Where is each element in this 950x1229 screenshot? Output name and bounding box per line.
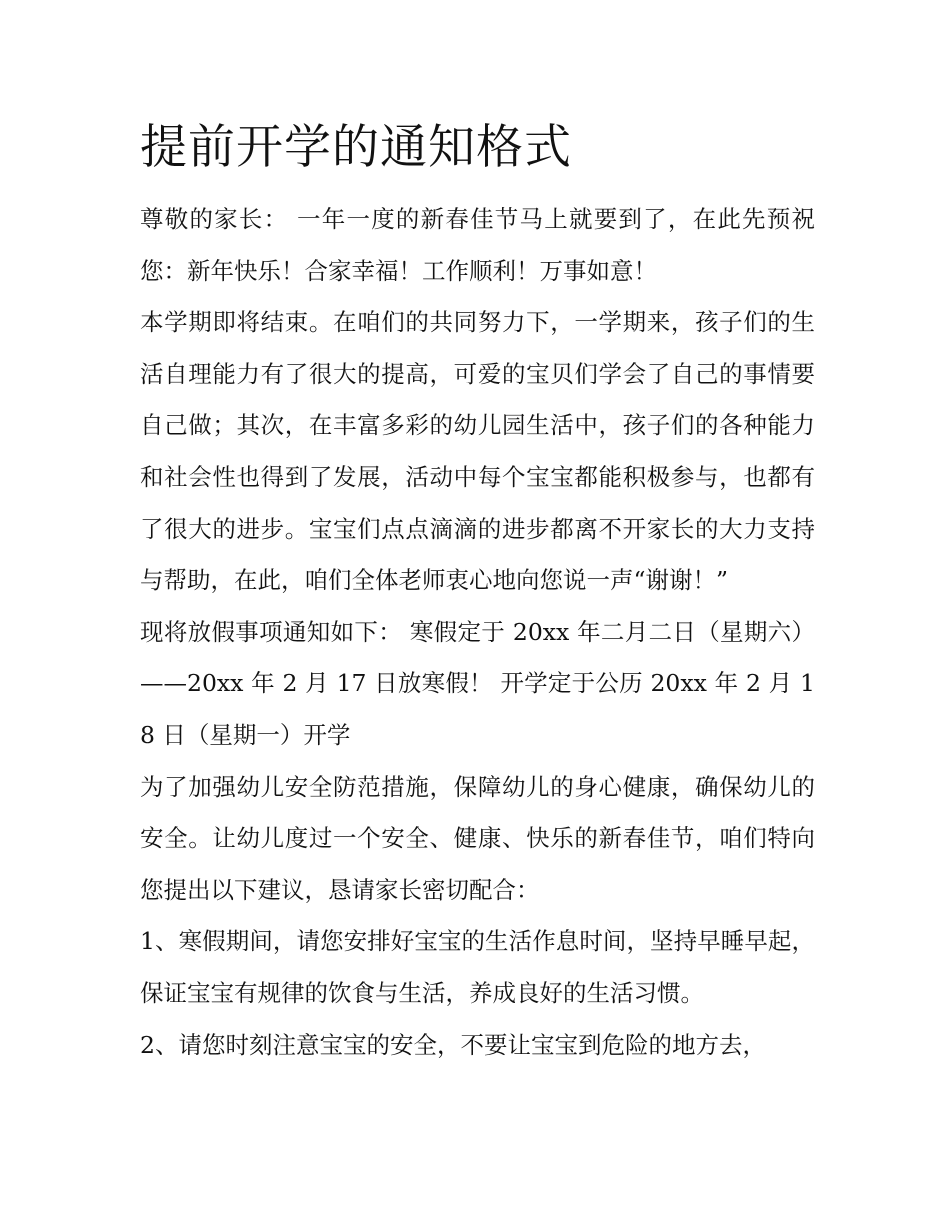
paragraph-suggestion-1: 1、寒假期间，请您安排好宝宝的生活作息时间，坚持早睡早起，保证宝宝有规律的饮食与生活，养成良好的生活习惯。	[140, 927, 815, 1007]
paragraph-suggestion-2: 2、请您时刻注意宝宝的安全，不要让宝宝到危险的地方去，	[140, 1030, 766, 1059]
paragraph-safety-intro: 为了加强幼儿安全防范措施，保障幼儿的身心健康，确保幼儿的安全。让幼儿度过一个安全、健康、快乐的新春佳节，咱们特向您提出以下建议，恳请家长密切配合：	[140, 772, 815, 904]
paragraph-semester-summary: 本学期即将结束。在咱们的共同努力下，一学期来，孩子们的生活自理能力有了很大的提高，可爱的宝贝们学会了自己的事情要自己做；其次，在丰富多彩的幼儿园生活中，孩子们的各种能力和社会性也得到了发展，活动中每个宝宝都能积极参与，也都有了很大的进步。宝宝们点点滴滴的进步都离不开家长的大力支持与帮助，在此，咱们全体老师衷心地向您说一声“谢谢！”	[140, 308, 815, 595]
document-content	[140, 112, 815, 1071]
document-body	[140, 194, 815, 1071]
paragraph-greeting: 尊敬的家长： 一年一度的新春佳节马上就要到了，在此先预祝您：新年快乐！合家幸福！工作顺利！万事如意！	[140, 205, 815, 285]
paragraph-holiday-schedule: 现将放假事项通知如下： 寒假定于 20xx 年二月二日（星期六）——20xx 年 2 月 17 日放寒假！ 开学定于公历 20xx 年 2 月 18 日（星期一）开学	[140, 617, 815, 749]
document-title: 提前开学的通知格式	[140, 120, 572, 175]
